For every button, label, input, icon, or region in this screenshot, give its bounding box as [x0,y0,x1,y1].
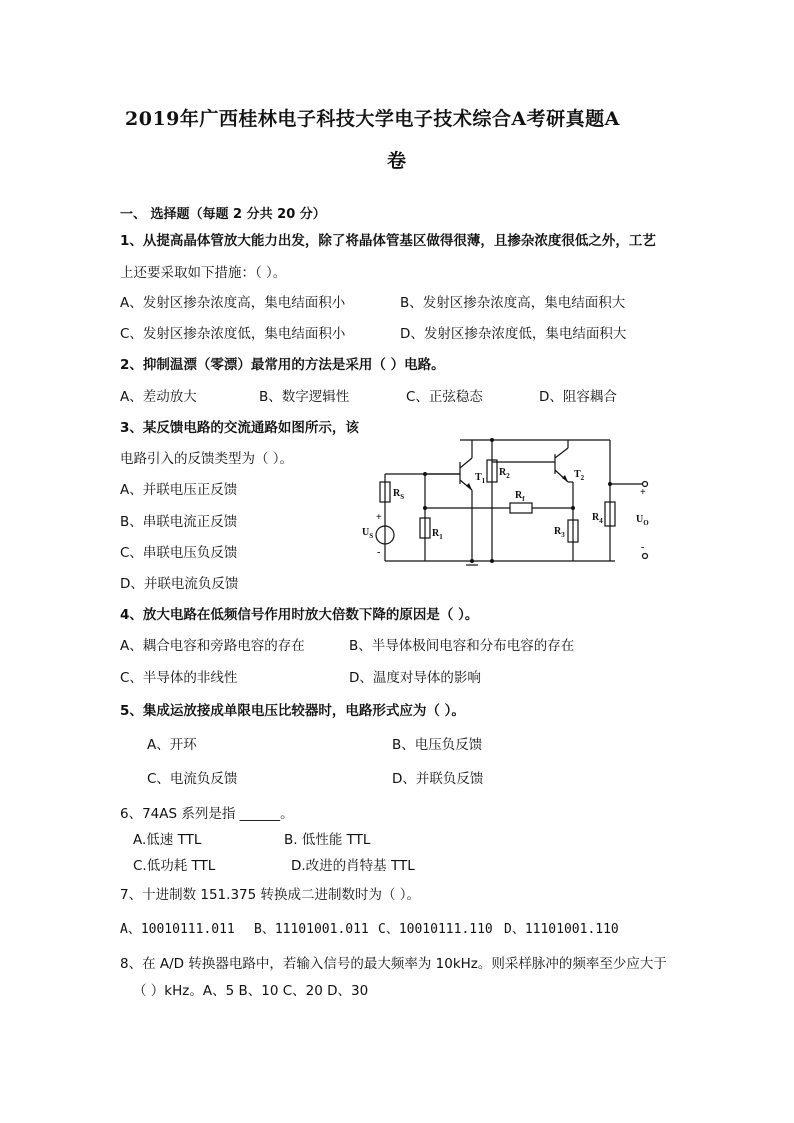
question-5-option-d: D、并联负反馈 [392,771,484,787]
question-4: 4、放大电路在低频信号作用时放大倍数下降的原因是（ ）。 [120,607,479,623]
label-r2: $R_2$ [499,467,510,480]
question-5: 5、集成运放接成单限电压比较器时，电路形式应为（ ）。 [120,703,465,719]
label-t2: $T_2$ [574,469,585,482]
question-1-option-a: A、发射区掺杂浓度高，集电结面积小 [120,295,346,311]
question-1-option-d: D、发射区掺杂浓度低，集电结面积大 [400,326,627,342]
label-uo: $U_O$ [636,514,649,527]
label-r4: $R_4$ [592,512,603,525]
question-4-option-b: B、半导体极间电容和分布电容的存在 [349,638,575,654]
question-1-line1: 1、从提高晶体管放大能力出发，除了将晶体管基区做得很薄，且掺杂浓度很低之外，工艺 [120,233,656,249]
question-7: 7、十进制数 151.375 转换成二进制数时为（ ）。 [120,887,421,903]
question-1-option-b: B、发射区掺杂浓度高，集电结面积大 [400,295,626,311]
question-8-line1: 8、在 A/D 转换器电路中，若输入信号的最大频率为 10kHz。则采样脉冲的频率至少应大于 [120,956,667,972]
question-2-option-a: A、差动放大 [120,389,197,405]
question-5-option-c: C、电流负反馈 [147,771,238,787]
label-minus-input: - [377,547,381,558]
label-r3: $R_3$ [554,526,565,539]
label-rf: $R_f$ [515,490,525,503]
label-t1: $T_1$ [475,472,486,485]
question-1-option-c: C、发射区掺杂浓度低，集电结面积小 [120,326,346,342]
label-minus-output: - [641,542,645,553]
page-title-line1: 2019年广西桂林电子科技大学电子技术综合A考研真题A [125,108,620,130]
question-3-option-b: B、串联电流正反馈 [120,514,238,530]
question-5-option-a: A、开环 [147,737,197,753]
label-us: $U_S$ [362,527,374,540]
question-4-option-c: C、半导体的非线性 [120,670,238,686]
question-1-line2: 上还要采取如下措施：（ ）。 [120,265,287,281]
question-5-option-b: B、电压负反馈 [392,737,483,753]
question-2-option-d: D、阻容耦合 [539,389,617,405]
question-2: 2、抑制温漂（零漂）最常用的方法是采用（ ）电路。 [120,357,445,373]
question-6-option-a: A.低速 TTL [133,832,202,848]
question-8-line2: （ ）kHz。A、5 B、10 C、20 D、30 [133,983,369,999]
section-heading: 一、 选择题（每题 2 分共 20 分） [120,207,326,222]
question-2-option-c: C、正弦稳态 [406,389,483,405]
question-3-option-c: C、串联电压负反馈 [120,545,238,561]
question-3-line1: 3、某反馈电路的交流通路如图所示，该 [120,420,359,436]
label-plus-input: + [376,512,382,523]
label-plus-output: + [640,487,646,498]
question-6-option-b: B. 低性能 TTL [284,832,371,848]
feedback-circuit-diagram [360,432,660,572]
question-7-option-d: D、11101001.110 [504,922,619,937]
question-4-option-d: D、温度对导体的影响 [349,670,481,686]
label-r1: $R_1$ [432,528,443,541]
question-3-line2: 电路引入的反馈类型为（ ）。 [120,451,294,467]
question-4-option-a: A、耦合电容和旁路电容的存在 [120,638,305,654]
label-rs: $R_S$ [393,488,405,501]
question-3-option-a: A、并联电压正反馈 [120,482,238,498]
question-6-option-c: C.低功耗 TTL [133,858,216,874]
question-3-option-d: D、并联电流负反馈 [120,576,239,592]
question-6: 6、74AS 系列是指 ______。 [120,806,294,822]
question-7-option-b: B、11101001.011 [254,922,369,937]
question-6-option-d: D.改进的肖特基 TTL [291,858,415,874]
question-7-option-c: C、10010111.110 [378,922,493,937]
page-title-line2: 卷 [387,150,407,172]
question-7-option-a: A、10010111.011 [120,922,235,937]
question-2-option-b: B、数字逻辑性 [259,389,350,405]
